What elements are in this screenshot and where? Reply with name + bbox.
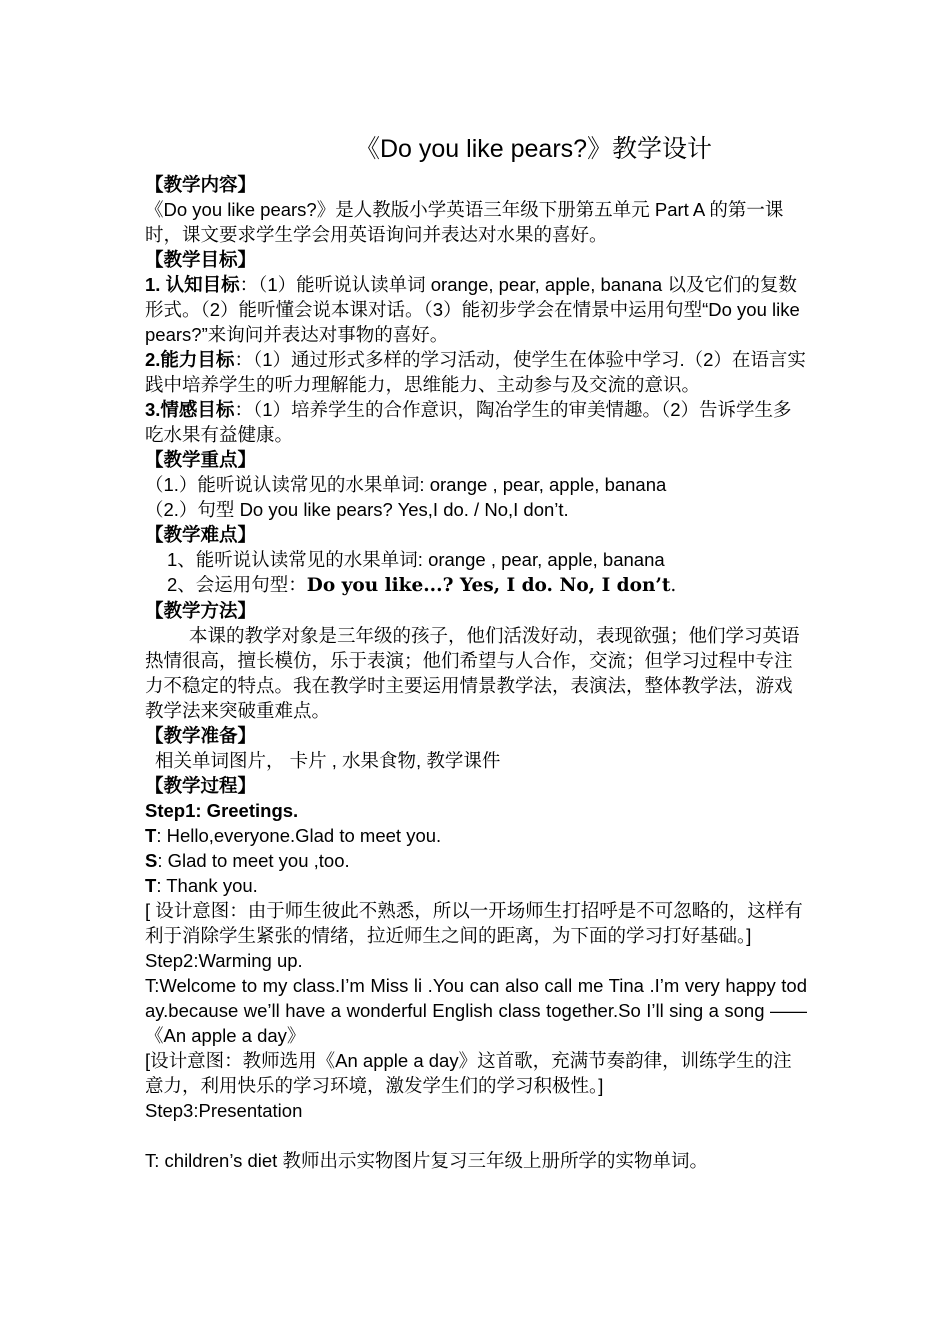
design-intent-1: [ 设计意图：由于师生彼此不熟悉，所以一开场师生打招呼是不可忽略的，这样有利于消除学生紧张的情绪，拉近师生之间的距离，为下面的学习打好基础。] [145,900,803,946]
key-point-2: （2.）句型 Do you like pears? Yes,I do. / No,I don’t. [145,499,569,520]
content-paragraph: 《Do you like pears?》是人教版小学英语三年级下册第五单元 Part A 的第一课时，课文要求学生学会用英语询问并表达对水果的喜好。 [145,199,784,245]
key-point-1: （1.）能听说认读常见的水果单词: orange , pear, apple, banana [145,474,667,495]
heading-process: 【教学过程】 [145,775,257,796]
dialogue-line-student-1 [145,848,807,873]
dialogue-line-teacher-1 [145,823,807,848]
heading-difficulties: 【教学难点】 [145,524,257,545]
heading-key-points: 【教学重点】 [145,449,257,470]
dialogue-line-teacher-2 [145,873,807,898]
document-page [145,132,807,1173]
step-3-paragraph: T: children’s diet 教师出示实物图片复习三年级上册所学的实物单词。 [145,1150,708,1171]
goal-1-text: ：（1）能听说认读单词 orange, pear, apple, banana 以及它们的复数形式。（2）能听懂会说本课对话。（3）能初步学会在情景中运用句型“Do you like pears?”来询问并表达对事物的喜好。 [145,274,800,345]
goal-3-text: ：（1）培养学生的合作意识，陶冶学生的审美情趣。（2）告诉学生多吃水果有益健康。 [145,399,792,445]
dialogue-text: : Glad to meet you ,too. [157,850,350,871]
step-3-title: Step3:Presentation [145,1100,303,1121]
difficulty-2-prefix: 2、会运用句型： [167,574,307,595]
speaker-label: T [145,825,157,846]
heading-content: 【教学内容】 [145,174,257,195]
heading-methods: 【教学方法】 [145,600,257,621]
difficulty-2-end: . [670,575,677,596]
heading-goals: 【教学目标】 [145,249,257,270]
goal-2-paragraph [145,347,807,397]
difficulty-2 [145,572,807,598]
heading-preparation: 【教学准备】 [145,725,257,746]
dialogue-text: : Thank you. [156,875,258,896]
goal-2-label: 2.能力目标 [145,349,235,370]
goal-3-paragraph [145,397,807,447]
step-1-title: Step1: Greetings. [145,800,299,821]
speaker-label: S [145,850,158,871]
methods-paragraph: 本课的教学对象是三年级的孩子，他们活泼好动，表现欲强；他们学习英语热情很高，擅长模仿，乐于表演；他们希望与人合作，交流；但学习过程中专注力不稳定的特点。我在教学时主要运用情景教学法，表演法，整体教学法，游戏教学法来突破重难点。 [145,625,800,721]
difficulty-2-sentence: Do you like...? Yes, I do. No, I don’t [306,575,671,596]
document-title: 《Do you like pears?》教学设计 [355,135,713,163]
goal-1-label: 1. 认知目标 [145,274,240,295]
speaker-label: T [145,875,157,896]
goal-2-text: ：（1）通过形式多样的学习活动，使学生在体验中学习.（2）在语言实践中培养学生的听力理解能力，思维能力、主动参与及交流的意识。 [145,349,806,395]
goal-3-label: 3.情感目标 [145,399,235,420]
preparation-paragraph: 相关单词图片， 卡片 , 水果食物, 教学课件 [155,750,501,771]
dialogue-text: : Hello,everyone.Glad to meet you. [156,825,442,846]
difficulty-1: 1、能听说认读常见的水果单词: orange , pear, apple, banana [167,549,665,570]
design-intent-2: [设计意图：教师选用《An apple a day》这首歌，充满节奏韵律，训练学生的注意力，利用快乐的学习环境，激发学生们的学习积极性。] [145,1050,792,1096]
step-2-title: Step2:Warming up. [145,950,303,971]
step-2-paragraph: T:Welcome to my class.I’m Miss li .You can also call me Tina .I’m very happy today.because we’ll have a wonderful English class together.So I’ll sing a song ——《An apple a day》 [145,975,807,1046]
blank-line [145,1123,807,1148]
goal-1-paragraph [145,272,807,347]
